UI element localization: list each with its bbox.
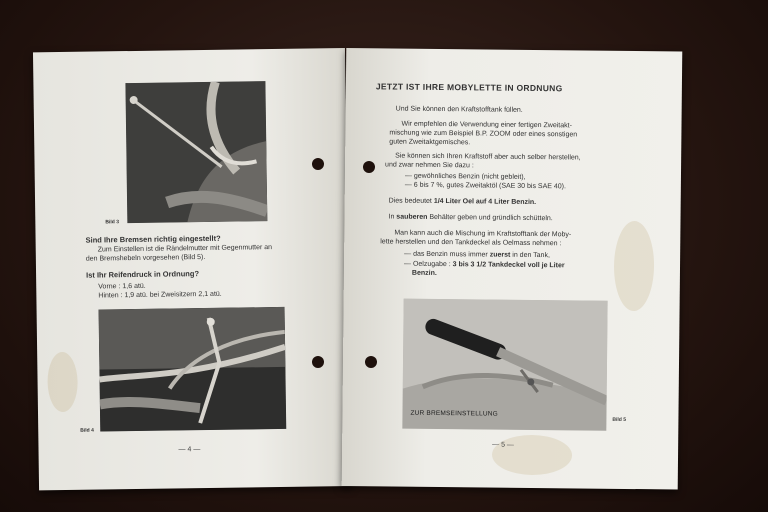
handlebar-photo (99, 307, 287, 432)
emphasis-text: zuerst (489, 251, 511, 259)
paper-stain (47, 352, 78, 412)
page-number: — 4 — (178, 446, 201, 454)
tire-pressure-front: Vorne : 1,6 atü. (98, 282, 146, 291)
grip-photo (402, 299, 607, 431)
emphasis-text: 1/4 Liter Oel auf 4 Liter Benzin. (433, 197, 537, 207)
right-page (342, 48, 683, 489)
body-text: guten Zweitaktgemisches. (389, 138, 471, 147)
binding-hole (365, 356, 377, 368)
emphasis-text: sauberen (396, 213, 428, 221)
brake-question-heading: Sind Ihre Bremsen richtig eingestellt? (85, 233, 221, 245)
photo-caption: Bild 3 (105, 219, 120, 226)
emphasis-text: 3 bis 3 1/2 Tankdeckel voll je Liter (452, 261, 565, 270)
body-text (389, 196, 537, 207)
body-text: Man kann auch die Mischung im Kraftstofftank der Moby- (394, 229, 572, 239)
text-span: — Oelzugabe : (403, 260, 453, 269)
text-span: Dies bedeutet (388, 197, 434, 205)
open-booklet (36, 48, 680, 486)
list-item: — gewöhnliches Benzin (nicht gebleit), (404, 172, 526, 181)
photo-label: ZUR BREMSEINSTELLUNG (410, 409, 498, 418)
tire-pressure-rear: Hinten : 1,9 atü. bei Zweisitzern 2,1 atü. (98, 290, 222, 300)
photo-caption: Bild 4 (80, 427, 94, 434)
left-page (33, 48, 351, 490)
text-span: In (388, 213, 397, 221)
body-text: mischung wie zum Beispiel B.P. ZOOM oder eines sonstigen (389, 129, 578, 139)
page-heading: JETZT IST IHRE MOBYLETTE IN ORDNUNG (375, 81, 563, 94)
paper-stain (614, 221, 655, 311)
binding-hole (312, 158, 324, 170)
tire-question-heading: Ist Ihr Reifendruck in Ordnung? (86, 269, 200, 280)
paper-stain (492, 435, 572, 476)
list-item: — 6 bis 7 %, gutes Zweitaktöl (SAE 30 bis SAE 40). (404, 181, 566, 191)
body-text: Wir empfehlen die Verwendung einer fertigen Zweitakt- (401, 120, 572, 130)
list-item (404, 250, 550, 261)
text-span: in den Tank, (510, 251, 550, 260)
body-text: Und Sie können den Kraftstofftank füllen. (395, 105, 523, 114)
text-span: — das Benzin muss immer (404, 250, 490, 259)
body-text: lette herstellen und den Tankdeckel als Oelmass nehmen : (380, 238, 562, 248)
text-span: Behälter geben und gründlich schütteln. (427, 213, 553, 223)
brake-lever-photo (125, 81, 267, 223)
binding-hole (312, 356, 324, 368)
brake-text-line: den Bremshebeln vorgesehen (Bild 5). (85, 253, 206, 263)
body-text: Sie können sich Ihren Kraftstoff aber auch selber herstellen, (395, 152, 581, 162)
brake-text-line: Zum Einstellen ist die Rändelmutter mit Gegenmutter an (97, 244, 273, 254)
binding-hole (363, 161, 375, 173)
photo-caption: Bild 5 (612, 416, 627, 423)
body-text: und zwar nehmen Sie dazu : (385, 161, 474, 170)
body-text (388, 212, 552, 223)
page-number: — 5 — (492, 441, 514, 449)
emphasis-text: Benzin. (411, 269, 437, 277)
